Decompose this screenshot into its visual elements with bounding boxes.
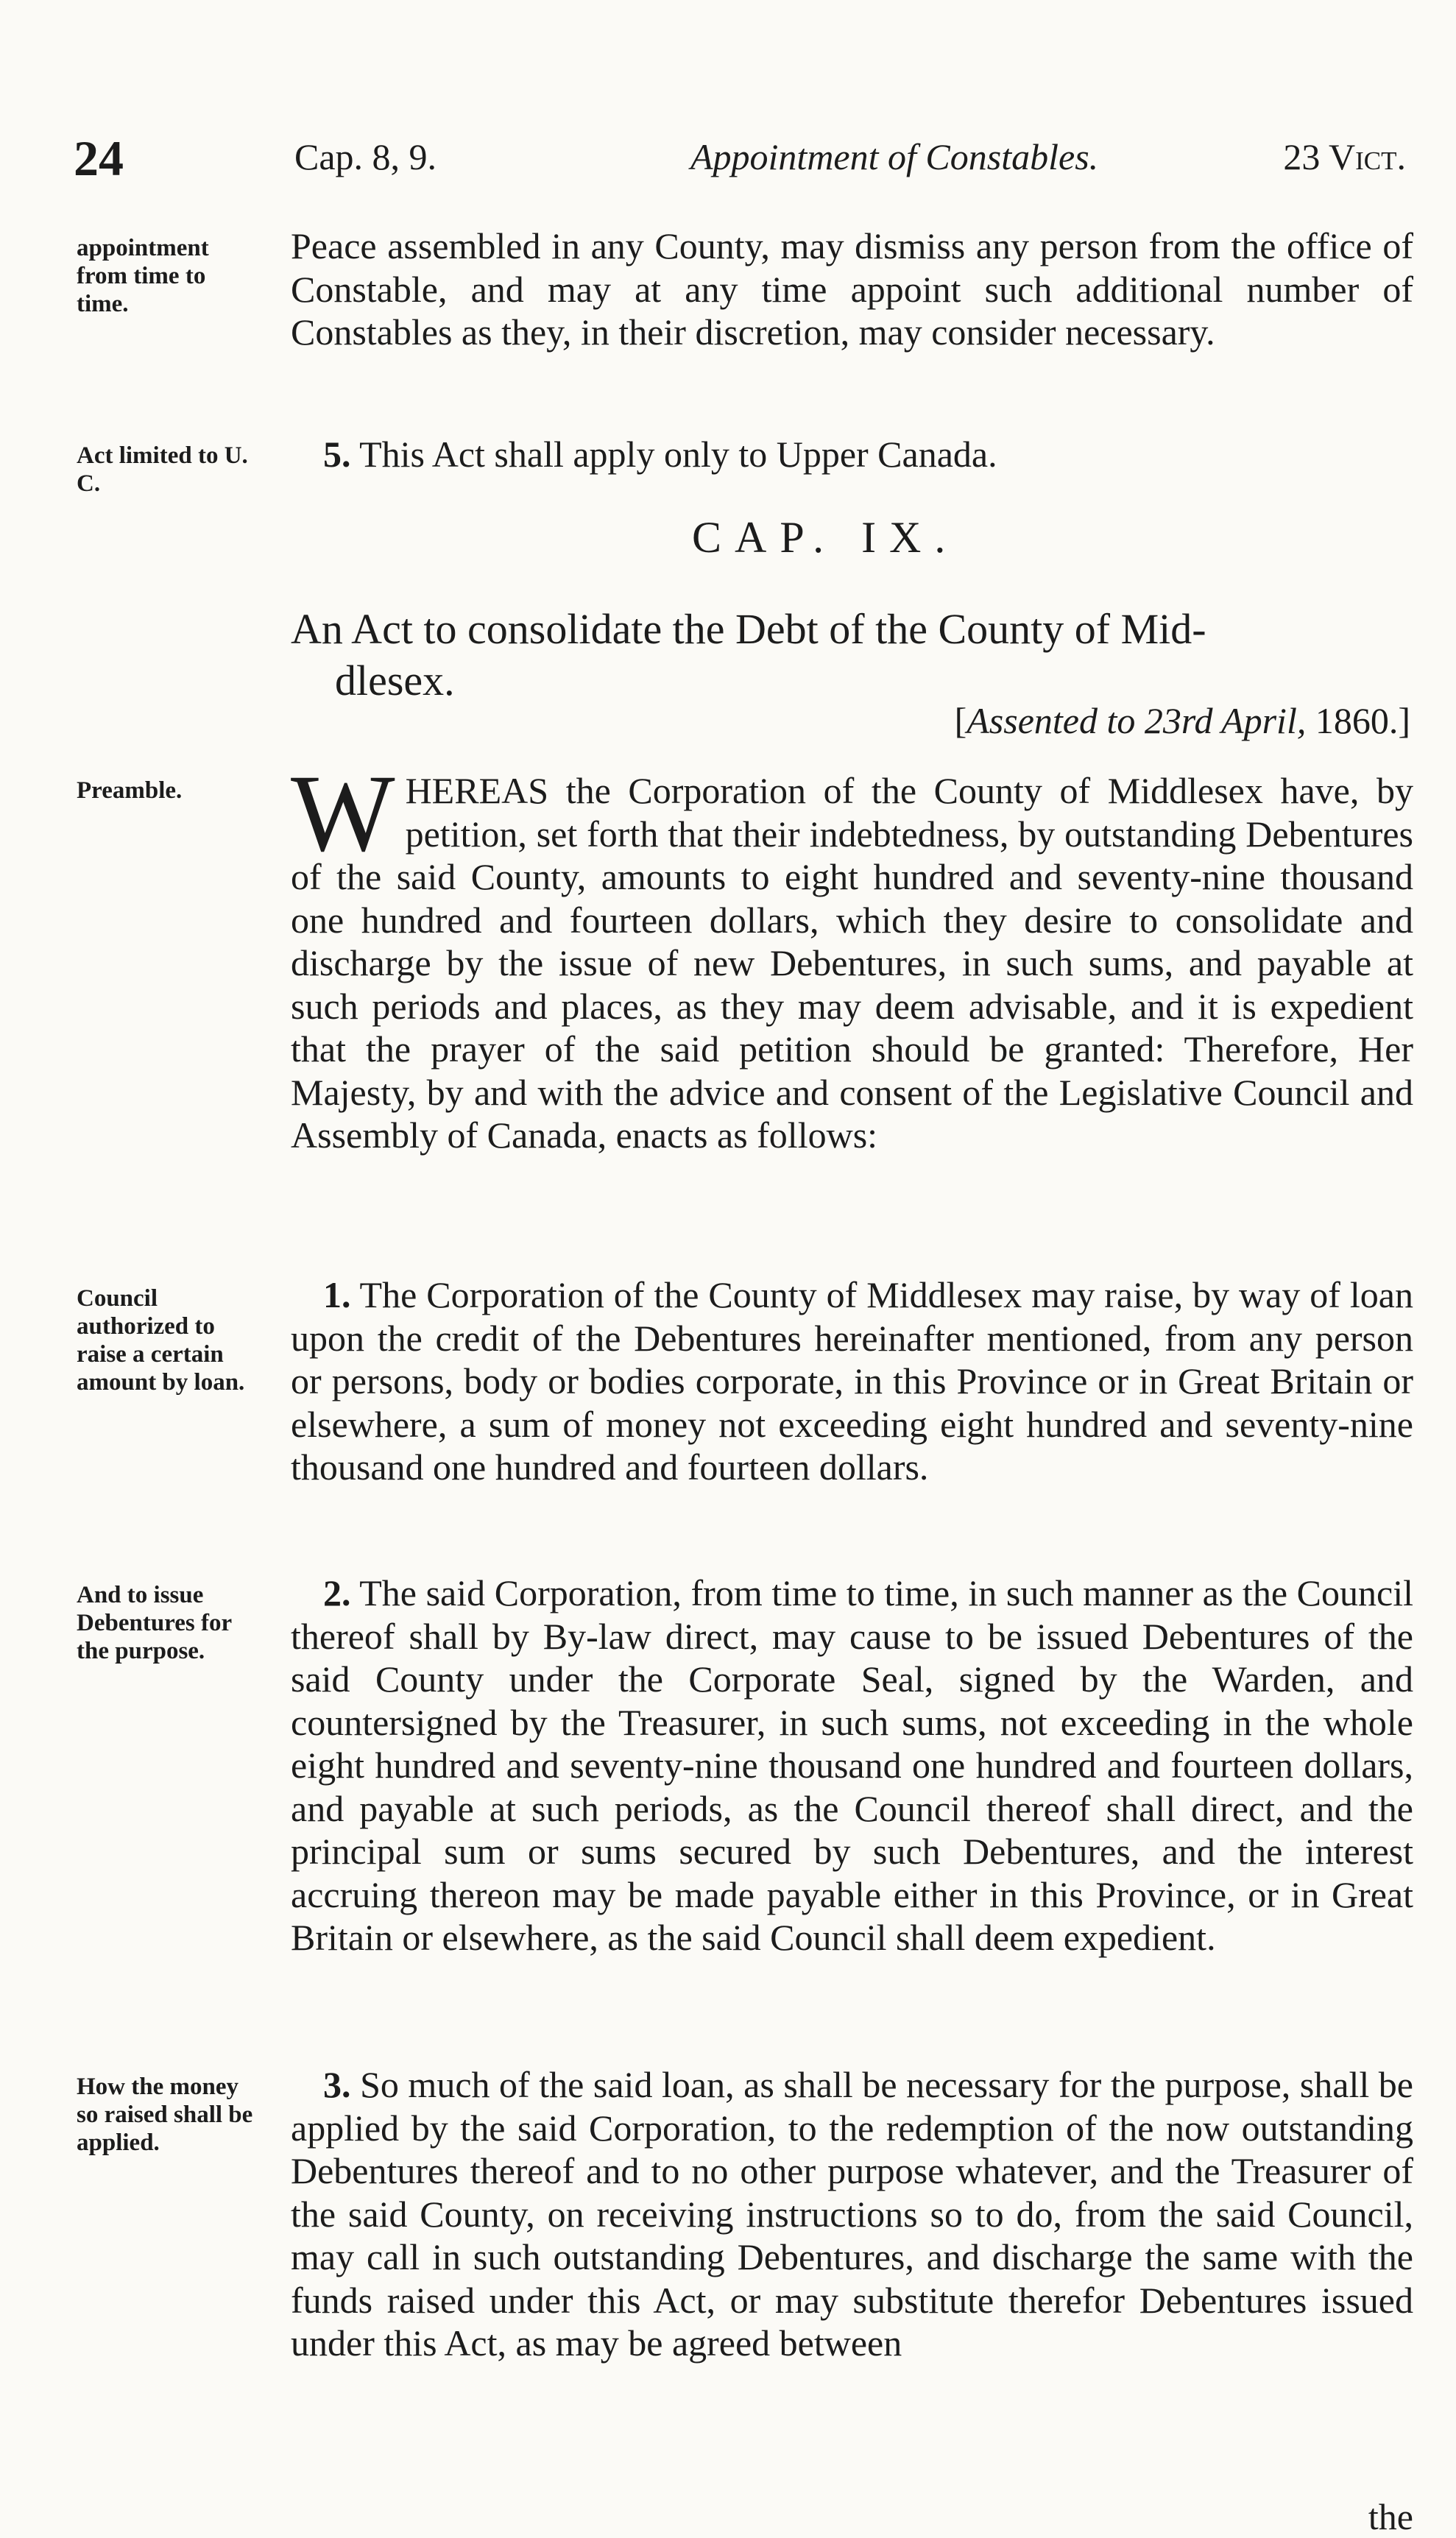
section-number: 5. [323,434,351,475]
margin-note-council-authorized: Council authorized to raise a certain amount by loan. [77,1285,245,1396]
section-1 [291,1273,1413,1489]
margin-note-money-applied: How the money so raised shall be applied. [77,2074,253,2156]
section-continuation: Peace assembled in any County, may dismiss any person from the office of Constable, and may at any time appoint such additional number of Constables as they, in their discretion, may consider necessary. [291,225,1413,353]
act-title-line-2: dlesex. [335,657,455,704]
act-title [291,604,1413,707]
section-5 [291,433,1413,476]
assent-year: 1860.] [1315,700,1410,741]
section-text: The Corporation of the County of Middlesex may raise, by way of loan upon the credit of the Debentures hereinafter mentioned, from any person or persons, body or bodies corporate, in this Province or in Great Britain or elsewhere, a sum of money not exceeding eight hundred and seventy-nine thousand one hundred and fourteen dollars. [291,1274,1413,1488]
section-3 [291,2063,1413,2365]
chapter-heading: CAP. IX. [692,513,959,562]
act-title-line-1: An Act to consolidate the Debt of the County of Mid- [291,605,1206,653]
section-text: The said Corporation, from time to time, in such manner as the Council thereof shall by By-law direct, may cause to be issued Debentures of the said County under the Corporate Seal, signed by the Warden, and countersigned by the Treasurer, in such sums, not exceeding in the whole eight hundred and seventy-nine thousand one hundred and fourteen dollars, and payable at such periods, as the Council thereof shall direct, and the principal sum or sums secured by such Debentures, and the interest accruing thereon may be made payable either in this Province, or in Great Britain or elsewhere, as the said Council shall deem expedient. [291,1572,1413,1958]
regnal-year: 23 Vict. [1283,136,1406,177]
running-title: Appointment of Constables. [690,136,1099,177]
margin-note-preamble: Preamble. [77,777,183,804]
preamble-first-word: HEREAS [405,770,549,811]
running-header [74,130,1413,188]
section-2 [291,1572,1413,1959]
section-number: 1. [323,1274,351,1315]
section-text: This Act shall apply only to Upper Canada. [359,434,997,475]
catchword: the [1368,2496,1413,2537]
assent-bracket: [ [954,700,967,741]
section-text: So much of the said loan, as shall be necessary for the purpose, shall be applied by the said Corporation, to the redemption of the now outstanding Debentures thereof and to no other purpose whatever, and the Treasurer of the said County, on receiving instructions so to do, from the said Council, may call in such outstanding Debentures, and discharge the same with the funds raised under this Act, or may substitute therefor Debentures issued under this Act, as may be agreed between [291,2064,1413,2364]
margin-note-act-limited: Act limited to U. C. [77,442,248,497]
page-number: 24 [74,130,124,186]
preamble [291,752,1414,1157]
chapter-reference: Cap. 8, 9. [294,136,437,177]
margin-note-issue-debentures: And to issue Debentures for the purpose. [77,1582,232,1664]
assent-date [955,699,1410,742]
assent-text: Assented to 23rd April, [966,700,1307,741]
margin-note-appointment: appointment from time to time. [77,235,209,317]
section-number: 2. [323,1572,351,1613]
preamble-text: the Corporation of the County of Middlesex have, by petition, set forth that their indebtedness, by outstanding Debentures of the said County, amounts to eight hundred and seventy-nine thousand one hundred and fourteen dollars, which they desire to consolidate and discharge by the issue of new Debentures, in such sums, and payable at such periods and places, as they may deem advisable, and it is expedient that the prayer of the said petition should be granted: Therefore, Her Majesty, by and with the advice and consent of the Legislative Council and Assembly of Canada, enacts as follows: [291,770,1414,1156]
section-number: 3. [323,2064,351,2105]
drop-cap: W [291,752,395,874]
